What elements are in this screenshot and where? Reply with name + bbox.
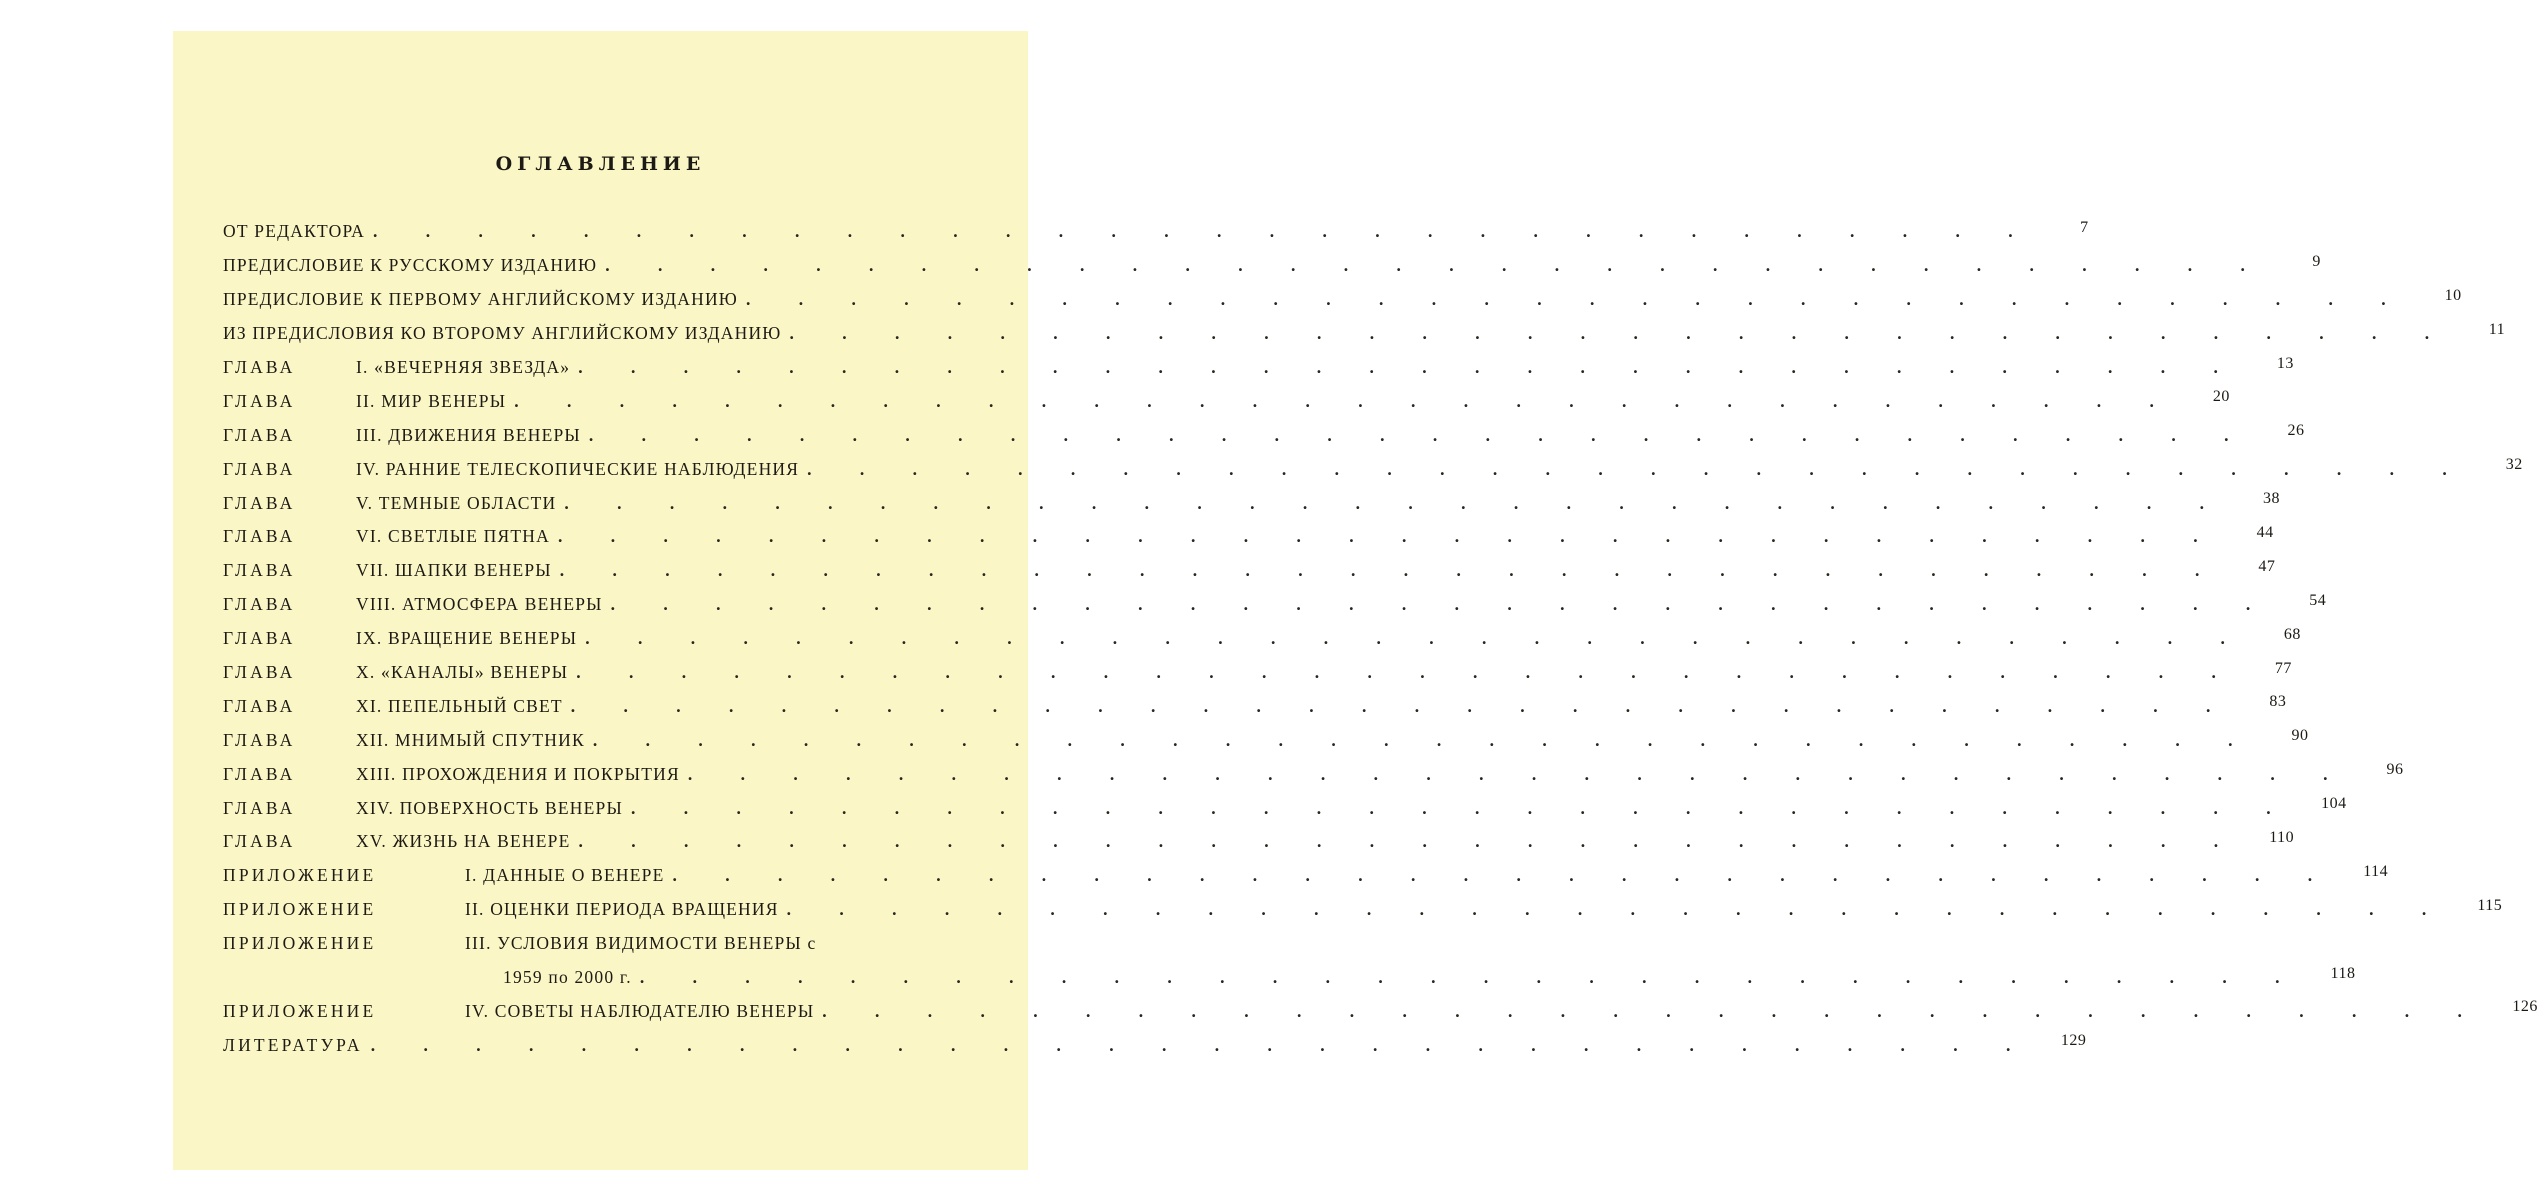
toc-page-number: 47: [2258, 557, 2276, 575]
toc-page-number: 38: [2262, 490, 2280, 508]
toc-entry: [223, 317, 2506, 351]
toc-entry-label: ГЛАВА: [223, 831, 296, 852]
contents-heading: ОГЛАВЛЕНИЕ: [495, 153, 706, 175]
toc-entry-title: ПРЕДИСЛОВИЕ К ПЕРВОМУ АНГЛИЙСКОМУ ИЗДАНИЮ: [223, 289, 738, 310]
toc-entry: [223, 283, 2462, 317]
dot-leader: . . . . . . . . . . . . . . . . . . . . . . . . . . . . . . . .: [630, 797, 2293, 818]
toc-entry: [223, 622, 2301, 656]
toc-page-number: 90: [2291, 727, 2309, 745]
table-of-contents: [223, 215, 2538, 1062]
toc-entry: [223, 588, 2327, 622]
toc-entry-label: ПРИЛОЖЕНИЕ: [223, 899, 377, 920]
dot-leader: . . . . . . . . . . . . . . . . . . . . . . . . . . . . . . . .: [588, 424, 2251, 445]
toc-entry-title: IV. РАННИЕ ТЕЛЕСКОПИЧЕСКИЕ НАБЛЮДЕНИЯ: [356, 458, 800, 479]
toc-entry-label: ГЛАВА: [223, 594, 296, 615]
toc-page-number: 114: [2363, 862, 2389, 880]
toc-entry-title: II. МИР ВЕНЕРЫ: [356, 390, 507, 411]
dot-leader: . . . . . . . . . . . . . . . . . . . . . . . . . . . . . . . .: [687, 763, 2350, 784]
dot-leader: . . . . . . . . . . . . . . . . . . . . . . . . . . . . . . . .: [592, 729, 2255, 750]
toc-page-number: 83: [2269, 693, 2287, 711]
dot-leader: . . . . . . . . . . . . . . . . . . . . . . . . . . . . . . . .: [639, 967, 2302, 988]
toc-entry-label: ГЛАВА: [223, 797, 296, 818]
toc-entry-title: VI. СВЕТЛЫЕ ПЯТНА: [356, 526, 550, 547]
toc-entry-label: ЛИТЕРАТУРА: [223, 1034, 363, 1055]
dot-leader: . . . . . . . . . . . . . . . . . . . . . . . . . . . . . . . .: [564, 492, 2226, 513]
toc-entry-label: ГЛАВА: [223, 662, 296, 683]
dot-leader: . . . . . . . . . . . . . . . . . . . . . . . . . . . . . . . .: [578, 831, 2241, 852]
toc-page-number: 118: [2330, 964, 2356, 982]
toc-entry-label: ГЛАВА: [223, 357, 296, 377]
toc-page-number: 129: [2060, 1032, 2087, 1050]
toc-entry-label: ГЛАВА: [223, 763, 296, 784]
toc-entry: [223, 554, 2276, 588]
toc-entry-title: IV. СОВЕТЫ НАБЛЮДАТЕЛЮ ВЕНЕРЫ: [465, 1000, 815, 1021]
toc-entry-label: ГЛАВА: [223, 729, 296, 750]
toc-page-number: 9: [2312, 252, 2321, 270]
toc-entry-label: ГЛАВА: [223, 390, 296, 411]
toc-entry-title: ОТ РЕДАКТОРА: [223, 221, 366, 242]
toc-entry-title: III. УСЛОВИЯ ВИДИМОСТИ ВЕНЕРЫ с: [465, 933, 817, 954]
toc-entry: [223, 656, 2292, 690]
dot-leader: . . . . . . . . . . . . . . . . . . . . . . . . . . . . . . . .: [373, 221, 2035, 242]
toc-entry-title: XII. МНИМЫЙ СПУТНИК: [356, 729, 585, 750]
dot-leader: . . . . . . . . . . . . . . . . . . . . . . . . . . . . . . . .: [745, 289, 2408, 310]
toc-entry-title: VIII. АТМОСФЕРА ВЕНЕРЫ: [356, 594, 603, 615]
toc-entry-label: ГЛАВА: [223, 526, 296, 547]
toc-entry: [223, 723, 2309, 757]
toc-entry: [223, 452, 2523, 486]
toc-entry: [223, 1028, 2087, 1062]
toc-entry-label: ГЛАВА: [223, 560, 296, 581]
toc-entry-title: ИЗ ПРЕДИСЛОВИЯ КО ВТОРОМУ АНГЛИЙСКОМУ ИЗДАНИЮ: [223, 323, 782, 344]
toc-entry-title: X. «КАНАЛЫ» ВЕНЕРЫ: [356, 662, 569, 683]
toc-entry-label: ГЛАВА: [223, 492, 296, 513]
dot-leader: . . . . . . . . . . . . . . . . . . . . . . . . . . . . . . . .: [559, 560, 2222, 581]
toc-entry-label: ГЛАВА: [223, 695, 296, 716]
toc-entry-title: I. «ВЕЧЕРНЯЯ ЗВЕЗДА»: [356, 357, 571, 377]
toc-entry: [223, 215, 2089, 249]
toc-entry-title: ПРЕДИСЛОВИЕ К РУССКОМУ ИЗДАНИЮ: [223, 255, 598, 276]
toc-entry-title: II. ОЦЕНКИ ПЕРИОДА ВРАЩЕНИЯ: [465, 899, 779, 920]
toc-entry: [223, 791, 2347, 825]
toc-entry: [223, 249, 2321, 283]
toc-entry-label: ГЛАВА: [223, 628, 296, 649]
dot-leader: . . . . . . . . . . . . . . . . . . . . . . . . . . . . . . . .: [576, 662, 2238, 683]
toc-page-number: 7: [2080, 218, 2089, 236]
toc-page-number: 126: [2512, 998, 2538, 1016]
dot-leader: . . . . . . . . . . . . . . . . . . . . . . . . . . . . . . . .: [672, 865, 2335, 886]
toc-entry: [223, 689, 2287, 723]
dot-leader: . . . . . . . . . . . . . . . . . . . . . . . . . . . . . . . .: [578, 357, 2240, 377]
toc-entry-title: 1959 по 2000 г.: [503, 967, 632, 988]
toc-page-number: 32: [2505, 456, 2523, 474]
toc-page-number: 104: [2321, 795, 2347, 813]
toc-entry-title: XIV. ПОВЕРХНОСТЬ ВЕНЕРЫ: [356, 797, 623, 818]
dot-leader: . . . . . . . . . . . . . . . . . . . . . . . . . . . . . . . .: [786, 899, 2449, 920]
dot-leader: . . . . . . . . . . . . . . . . . . . . . . . . . . . . . . . .: [370, 1034, 2033, 1055]
toc-entry-title: III. ДВИЖЕНИЯ ВЕНЕРЫ: [356, 424, 581, 445]
dot-leader: . . . . . . . . . . . . . . . . . . . . . . . . . . . . . . . .: [585, 628, 2247, 649]
toc-entry: [223, 351, 2294, 385]
toc-entry-title: V. ТЕМНЫЕ ОБЛАСТИ: [356, 492, 557, 513]
toc-entry: [223, 384, 2230, 418]
toc-entry-title: XI. ПЕПЕЛЬНЫЙ СВЕТ: [356, 695, 563, 716]
dot-leader: . . . . . . . . . . . . . . . . . . . . . . . . . . . . . . . .: [807, 458, 2469, 479]
toc-page-number: 20: [2212, 388, 2230, 406]
toc-entry-label: ГЛАВА: [223, 458, 296, 479]
toc-page-number: 44: [2256, 523, 2274, 541]
dot-leader: . . . . . . . . . . . . . . . . . . . . . . . . . . . . . . . .: [610, 594, 2273, 615]
toc-entry-title: I. ДАННЫЕ О ВЕНЕРЕ: [465, 865, 665, 886]
dot-leader: . . . . . . . . . . . . . . . . . . . . . . . . . . . . . . . .: [570, 695, 2233, 716]
toc-entry: [223, 418, 2305, 452]
toc-page-number: 10: [2444, 286, 2462, 304]
toc-entry-label: ПРИЛОЖЕНИЕ: [223, 865, 377, 886]
toc-entry: [223, 927, 973, 961]
toc-page-number: 115: [2477, 896, 2503, 914]
toc-entry-label: ГЛАВА: [223, 424, 296, 445]
toc-entry-title: XV. ЖИЗНЬ НА ВЕНЕРЕ: [356, 831, 571, 852]
toc-entry: [223, 520, 2274, 554]
toc-page-number: 68: [2283, 625, 2301, 643]
toc-page-number: 54: [2309, 591, 2327, 609]
toc-entry: [223, 757, 2404, 791]
toc-entry-title: VII. ШАПКИ ВЕНЕРЫ: [356, 560, 552, 581]
toc-entry-label: ПРИЛОЖЕНИЕ: [223, 1000, 377, 1021]
toc-entry: [223, 825, 2295, 859]
toc-page-number: 110: [2269, 828, 2295, 846]
toc-entry: [223, 961, 2356, 995]
dot-leader: . . . . . . . . . . . . . . . . . . . . . . . . . . . . . . . .: [789, 323, 2452, 344]
toc-entry-title: XIII. ПРОХОЖДЕНИЯ И ПОКРЫТИЯ: [356, 763, 680, 784]
toc-entry: [223, 859, 2389, 893]
toc-entry: [223, 893, 2503, 927]
dot-leader: . . . . . . . . . . . . . . . . . . . . . . . . . . . . . . . .: [514, 390, 2176, 411]
toc-page-number: 26: [2287, 422, 2305, 440]
dot-leader: . . . . . . . . . . . . . . . . . . . . . . . . . . . . . . . .: [557, 526, 2220, 547]
toc-entry-label: ПРИЛОЖЕНИЕ: [223, 933, 377, 954]
toc-entry-title: IX. ВРАЩЕНИЕ ВЕНЕРЫ: [356, 628, 578, 649]
toc-page-number: 11: [2488, 320, 2506, 338]
dot-leader: . . . . . . . . . . . . . . . . . . . . . . . . . . . . . . . .: [822, 1000, 2484, 1021]
toc-page-number: 77: [2274, 659, 2292, 677]
toc-page-number: 13: [2276, 354, 2294, 372]
toc-entry: [223, 486, 2280, 520]
toc-page-number: 96: [2386, 761, 2404, 779]
toc-entry: [223, 994, 2538, 1028]
dot-leader: . . . . . . . . . . . . . . . . . . . . . . . . . . . . . . . .: [605, 255, 2267, 276]
document-page: [173, 31, 2538, 1170]
